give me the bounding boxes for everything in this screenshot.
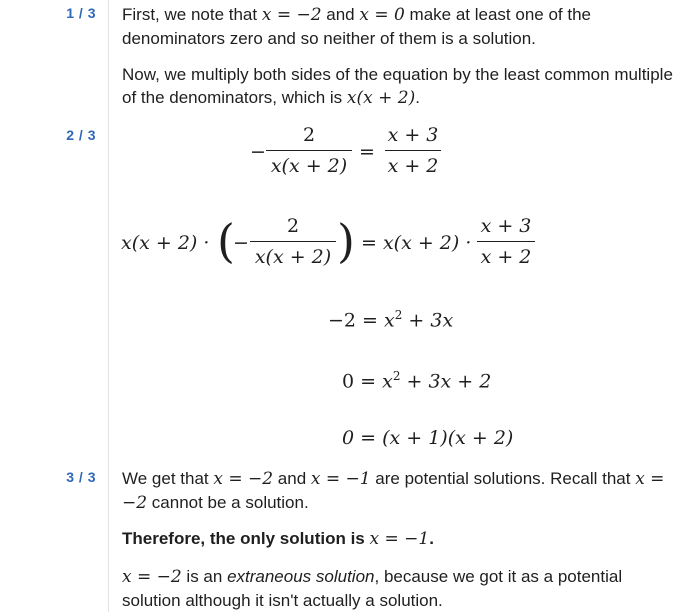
fraction-left [266,124,352,177]
text: Therefore, the only solution is [122,529,370,548]
step-3-paragraph-1 [122,467,682,515]
denominator: x + 2 [480,246,532,268]
math-inline: x(x + 2) [346,88,416,108]
step-label-3: 3 / 3 [66,469,96,485]
math-inline: x = −2 [122,567,182,587]
variable: x [382,370,393,393]
fraction-left [250,215,336,268]
eq-left: 0 = [342,370,383,393]
text: Now, we multiply both sides of the equation by the least common multiple of the denominators, which is [122,65,673,107]
text: We get that [122,469,214,488]
numerator: x + 3 [387,124,439,146]
numerator: 2 [286,215,300,237]
text: cannot be a solution. [147,493,309,512]
exponent: 2 [392,369,401,383]
equals-sign: = [359,141,375,163]
exponent: 2 [394,308,403,322]
math-inline: x = −1 [369,529,430,549]
minus-sign: − [250,141,266,163]
step-1-paragraph-2 [122,63,682,110]
numerator: 2 [302,124,316,146]
math-inline: x = −2 [213,469,274,489]
text: make at least one of the denominators zero and so neither of them is a solution. [122,5,591,48]
emphasis: extraneous solution [227,567,375,586]
text: and [321,5,360,24]
text: , because we got it as a potential solution although it isn't actually a solution. [122,567,623,610]
eq-rest: + 3x + 2 [400,370,492,393]
math-inline: x = −1 [310,469,371,489]
right-paren: ) [337,214,355,268]
text: . [415,88,420,107]
left-paren: ( [217,214,235,268]
numerator: x + 3 [480,215,532,237]
text: First, we note that [122,5,262,24]
equation-3 [328,308,453,331]
text: is an [181,567,228,586]
eq-left: −2 = [328,309,385,332]
fraction-right [385,124,441,177]
step-3-paragraph-3 [122,565,682,612]
fraction-right [477,215,535,268]
equation-4 [342,369,491,392]
minus-sign: − [233,232,249,254]
text: are potential solutions. Recall that [370,469,636,488]
step-3-conclusion [122,527,682,551]
equation-5: 0 = (x + 1)(x + 2) [342,427,514,449]
step-label-2: 2 / 3 [66,127,96,143]
math-inline: x = −2 [122,469,665,513]
denominator: x(x + 2) [270,155,348,177]
math-inline: x = 0 [359,5,405,25]
lhs-factor: x(x + 2) · [121,232,210,254]
text: and [273,469,311,488]
step-divider-line [108,0,109,612]
step-1-paragraph-1 [122,3,682,50]
step-label-1: 1 / 3 [66,5,96,21]
variable: x [384,309,395,332]
eq-rest: + 3x [402,309,454,332]
text: . [429,529,434,548]
denominator: x(x + 2) [254,246,332,268]
rhs-factor: = x(x + 2) · [361,232,472,254]
denominator: x + 2 [387,155,439,177]
math-inline: x = −2 [261,5,322,25]
